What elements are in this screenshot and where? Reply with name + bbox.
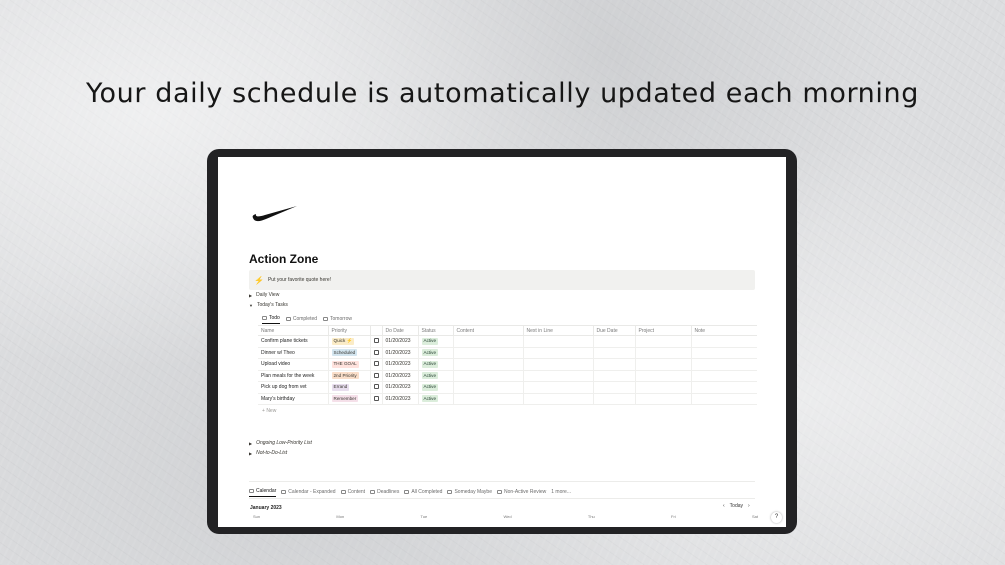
table-row[interactable] xyxy=(258,359,757,371)
table-header-row xyxy=(258,326,757,336)
weekday-header xyxy=(253,514,758,519)
due-date-cell[interactable] xyxy=(593,347,635,359)
priority-tag: Quick ⚡ xyxy=(333,338,353,344)
priority-cell[interactable] xyxy=(328,336,370,348)
new-row-button[interactable]: + New xyxy=(262,408,277,414)
column-header[interactable] xyxy=(370,326,382,336)
weekday-label: Sun xyxy=(253,514,261,519)
view-icon xyxy=(249,489,254,493)
content-cell[interactable] xyxy=(453,359,523,371)
content-cell[interactable] xyxy=(453,382,523,394)
triangle-right-icon: ▶ xyxy=(249,450,253,456)
project-cell[interactable] xyxy=(635,336,691,348)
triangle-right-icon: ▶ xyxy=(249,292,253,298)
note-cell[interactable] xyxy=(691,370,757,382)
quote-callout[interactable] xyxy=(249,270,755,290)
calendar-tab[interactable]: 1 more... xyxy=(551,488,571,495)
calendar-nav xyxy=(723,503,750,509)
do-date[interactable]: 01/20/2023 xyxy=(382,393,418,405)
column-header[interactable]: Do Date xyxy=(382,326,418,336)
due-date-cell[interactable] xyxy=(593,336,635,348)
status-cell[interactable] xyxy=(418,347,453,359)
checkbox[interactable] xyxy=(374,338,379,343)
do-date[interactable]: 01/20/2023 xyxy=(382,347,418,359)
table-row[interactable] xyxy=(258,370,757,382)
table-icon xyxy=(262,316,267,320)
status-badge: Active xyxy=(423,338,437,344)
headline: Your daily schedule is automatically updated each morning xyxy=(86,78,919,109)
task-name[interactable]: Upload video xyxy=(258,359,328,371)
due-date-cell[interactable] xyxy=(593,382,635,394)
project-cell[interactable] xyxy=(635,370,691,382)
priority-tag: THE GOAL xyxy=(333,361,357,367)
checkbox-cell[interactable] xyxy=(370,370,382,382)
column-header[interactable]: Name xyxy=(258,326,328,336)
do-date[interactable]: 01/20/2023 xyxy=(382,382,418,394)
column-header[interactable]: Due Date xyxy=(593,326,635,336)
calendar-tab[interactable]: Content xyxy=(341,488,366,497)
status-badge: Active xyxy=(423,349,437,355)
task-name[interactable]: Plan meals for the week xyxy=(258,370,328,382)
calendar-month: January 2023 xyxy=(250,505,282,511)
note-cell[interactable] xyxy=(691,347,757,359)
checkbox[interactable] xyxy=(374,350,379,355)
status-cell[interactable] xyxy=(418,382,453,394)
triangle-right-icon: ▶ xyxy=(249,440,253,446)
next-in-line-cell[interactable] xyxy=(523,370,593,382)
calendar-tab[interactable]: Non-Active Review xyxy=(497,488,546,497)
checkbox-cell[interactable] xyxy=(370,347,382,359)
tab-completed[interactable]: Completed xyxy=(286,315,317,324)
toggle-label: Not-to-Do-List xyxy=(256,450,288,456)
checkbox-cell[interactable] xyxy=(370,359,382,371)
column-header[interactable]: Priority xyxy=(328,326,370,336)
weekday-label: Thu xyxy=(587,514,595,519)
checkbox[interactable] xyxy=(374,384,379,389)
project-cell[interactable] xyxy=(635,347,691,359)
table-row[interactable] xyxy=(258,336,757,348)
weekday-label: Tue xyxy=(420,514,428,519)
calendar-tab[interactable]: Calendar xyxy=(249,488,276,497)
priority-tag: 2nd Priority xyxy=(333,372,357,378)
checkbox[interactable] xyxy=(374,396,379,401)
toggle-label: Ongoing Low-Priority List xyxy=(256,440,312,446)
column-header[interactable]: Next in Line xyxy=(523,326,593,336)
task-name[interactable]: Dinner w/ Theo xyxy=(258,347,328,359)
priority-cell[interactable] xyxy=(328,359,370,371)
today-button[interactable]: Today xyxy=(729,503,744,509)
view-icon xyxy=(447,490,452,494)
help-button[interactable]: ? xyxy=(771,512,782,523)
next-in-line-cell[interactable] xyxy=(523,336,593,348)
checkbox-cell[interactable] xyxy=(370,336,382,348)
column-header[interactable]: Note xyxy=(691,326,757,336)
tab-tomorrow[interactable]: Tomorrow xyxy=(323,315,352,324)
note-cell[interactable] xyxy=(691,336,757,348)
due-date-cell[interactable] xyxy=(593,393,635,405)
task-name[interactable]: Confirm plane tickets xyxy=(258,336,328,348)
callout-text: Put your favorite quote here! xyxy=(267,277,332,283)
view-icon xyxy=(281,490,286,494)
project-cell[interactable] xyxy=(635,382,691,394)
chevron-left-icon[interactable]: ‹ xyxy=(723,503,725,509)
note-cell[interactable] xyxy=(691,382,757,394)
weekday-label: Sat xyxy=(751,514,758,519)
next-in-line-cell[interactable] xyxy=(523,393,593,405)
due-date-cell[interactable] xyxy=(593,370,635,382)
view-icon xyxy=(497,490,502,494)
notion-screen xyxy=(218,157,786,527)
toggle-todays-tasks[interactable] xyxy=(249,302,288,308)
view-icon xyxy=(370,490,375,494)
status-cell[interactable] xyxy=(418,370,453,382)
content-cell[interactable] xyxy=(453,347,523,359)
tasks-table xyxy=(258,325,757,405)
column-header[interactable]: Content xyxy=(453,326,523,336)
checkbox[interactable] xyxy=(374,373,379,378)
calendar-tab[interactable]: Someday Maybe xyxy=(447,488,492,497)
view-icon xyxy=(341,490,346,494)
project-cell[interactable] xyxy=(635,393,691,405)
chevron-right-icon[interactable]: › xyxy=(748,503,750,509)
status-cell[interactable] xyxy=(418,336,453,348)
task-view-tabs xyxy=(262,315,352,324)
status-badge: Active xyxy=(423,361,437,367)
priority-cell[interactable] xyxy=(328,370,370,382)
note-cell[interactable] xyxy=(691,393,757,405)
triangle-down-icon: ▼ xyxy=(249,302,253,308)
table-row[interactable] xyxy=(258,347,757,359)
swoosh-logo-icon xyxy=(252,205,298,223)
checkbox-cell[interactable] xyxy=(370,393,382,405)
divider xyxy=(249,498,755,499)
next-in-line-cell[interactable] xyxy=(523,347,593,359)
next-in-line-cell[interactable] xyxy=(523,359,593,371)
table-row[interactable] xyxy=(258,393,757,405)
do-date[interactable]: 01/20/2023 xyxy=(382,336,418,348)
status-badge: Active xyxy=(423,395,437,401)
priority-tag: Scheduled xyxy=(333,349,356,355)
toggle-label: Daily View xyxy=(256,292,280,298)
table-icon xyxy=(286,317,291,321)
priority-cell[interactable] xyxy=(328,347,370,359)
weekday-label: Wed xyxy=(503,514,512,519)
do-date[interactable]: 01/20/2023 xyxy=(382,370,418,382)
checkbox-cell[interactable] xyxy=(370,382,382,394)
priority-tag: Errand xyxy=(333,384,348,390)
table-row[interactable] xyxy=(258,382,757,394)
view-icon xyxy=(404,490,409,494)
status-badge: Active xyxy=(423,384,437,390)
content-cell[interactable] xyxy=(453,336,523,348)
status-badge: Active xyxy=(423,372,437,378)
toggle-not-to-do[interactable] xyxy=(249,450,287,456)
content-cell[interactable] xyxy=(453,393,523,405)
do-date[interactable]: 01/20/2023 xyxy=(382,359,418,371)
toggle-label: Today's Tasks xyxy=(256,302,288,308)
project-cell[interactable] xyxy=(635,359,691,371)
content-cell[interactable] xyxy=(453,370,523,382)
column-header[interactable]: Project xyxy=(635,326,691,336)
priority-cell[interactable] xyxy=(328,382,370,394)
weekday-label: Mon xyxy=(336,514,345,519)
due-date-cell[interactable] xyxy=(593,359,635,371)
calendar-tab[interactable]: All Completed xyxy=(404,488,442,497)
divider xyxy=(249,481,755,482)
page-title: Action Zone xyxy=(249,252,319,266)
task-name[interactable]: Mary's birthday xyxy=(258,393,328,405)
toggle-daily-view[interactable] xyxy=(249,292,279,298)
calendar-view-tabs xyxy=(249,488,571,497)
toggle-ongoing-list[interactable] xyxy=(249,440,312,446)
calendar-tab[interactable]: Calendar - Expanded xyxy=(281,488,335,497)
task-name[interactable]: Pick up dog from vet xyxy=(258,382,328,394)
checkbox[interactable] xyxy=(374,361,379,366)
column-header[interactable]: Status xyxy=(418,326,453,336)
tab-todo[interactable]: Todo xyxy=(262,315,280,324)
table-icon xyxy=(323,317,328,321)
priority-tag: Remember xyxy=(333,395,357,401)
note-cell[interactable] xyxy=(691,359,757,371)
weekday-label: Fri xyxy=(671,514,676,519)
priority-cell[interactable] xyxy=(328,393,370,405)
lightning-icon: ⚡ xyxy=(254,275,264,285)
tablet-frame xyxy=(207,149,797,534)
status-cell[interactable] xyxy=(418,359,453,371)
status-cell[interactable] xyxy=(418,393,453,405)
next-in-line-cell[interactable] xyxy=(523,382,593,394)
calendar-tab[interactable]: Deadlines xyxy=(370,488,399,497)
